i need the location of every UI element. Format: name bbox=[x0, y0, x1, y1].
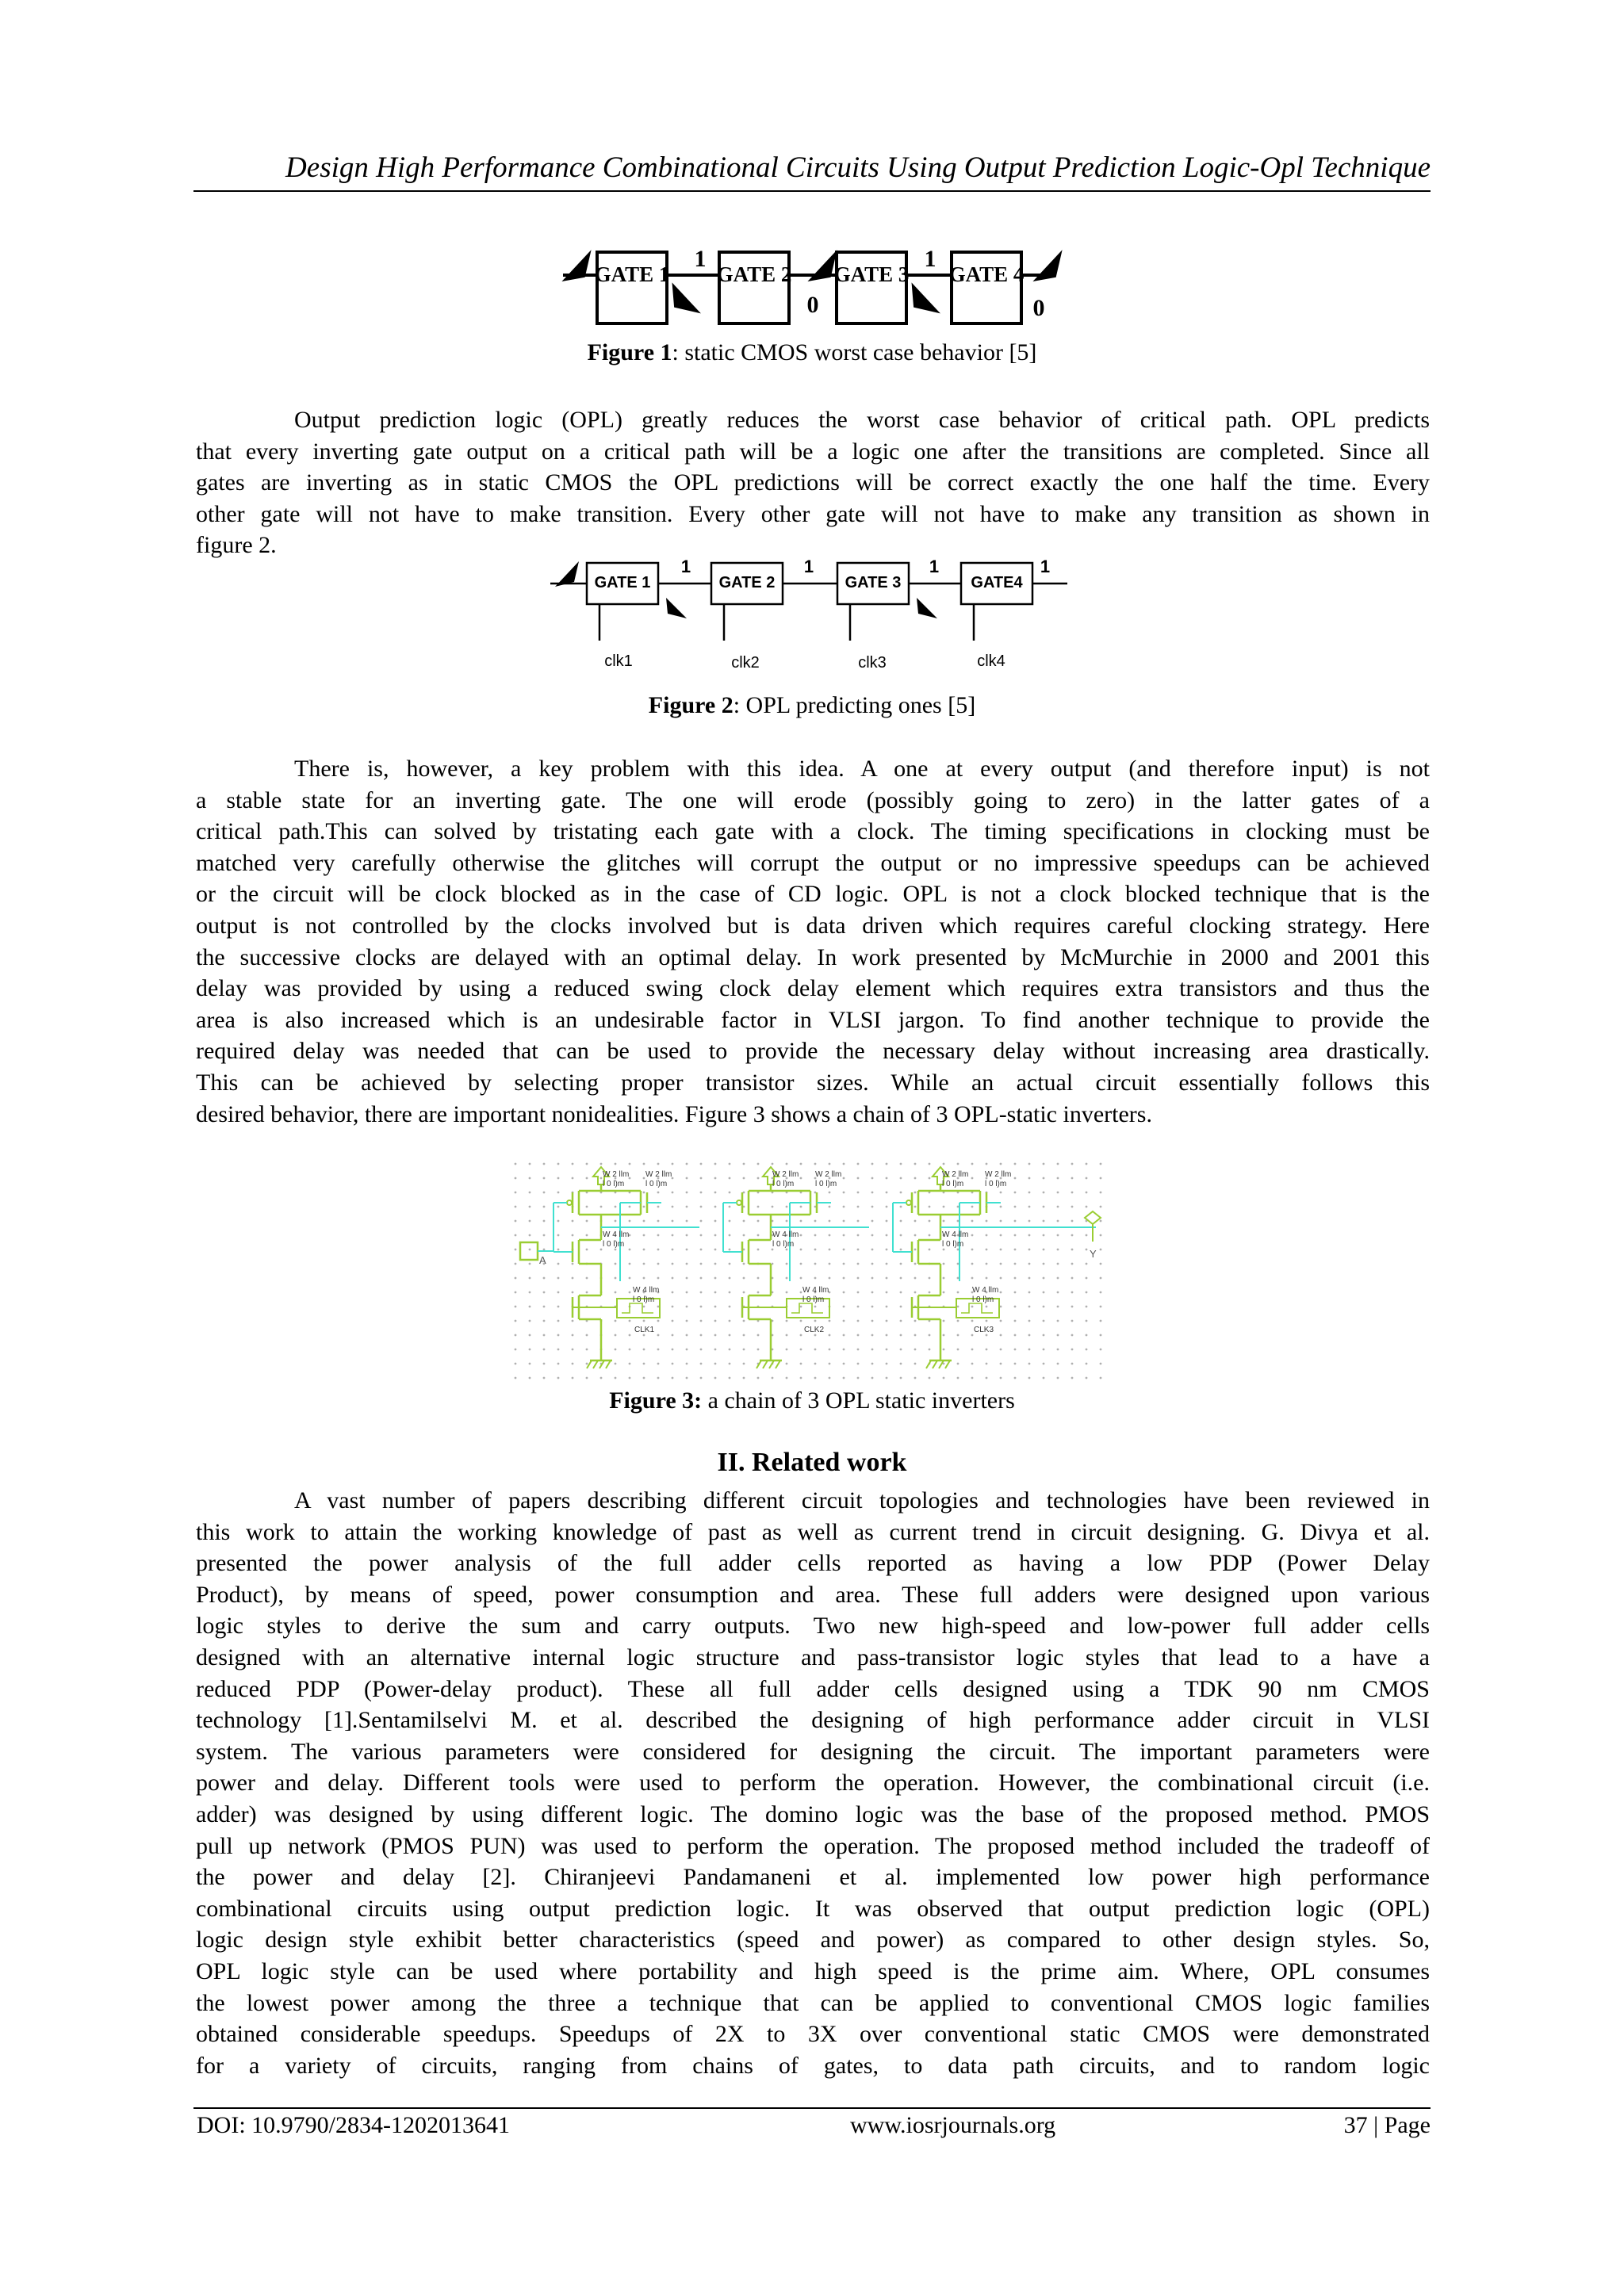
running-header: Design High Performance Combinational Circuits Using Output Prediction Logic-Opl Technique bbox=[285, 151, 1431, 184]
figure-3-size-label: W 2 llm bbox=[772, 1170, 799, 1179]
figure-3-source-label: CLK3 bbox=[974, 1326, 994, 1334]
figure-2-gate-label: GATE 1 bbox=[594, 574, 651, 591]
text-line: the power and delay [2]. Chiranjeevi Pandamaneni et al. implemented low power high performance bbox=[196, 1864, 1430, 1891]
header-rule bbox=[193, 190, 1431, 192]
text-line: a stable state for an inverting gate. The one will erode (possibly going to zero) in the latter gates of a bbox=[196, 786, 1430, 813]
figure-1-wire-value: 0 bbox=[806, 292, 819, 318]
figure-3-size-label: l 0 l)m bbox=[603, 1240, 625, 1249]
text-line: that every inverting gate output on a critical path will be a logic one after the transitions are completed. Since all bbox=[196, 438, 1430, 465]
figure-3-size-label: l 0 l)m bbox=[633, 1295, 655, 1304]
figure-2-wire-value: 1 bbox=[1040, 557, 1051, 576]
paragraph-related-work bbox=[196, 1485, 1430, 2081]
text-line: figure 2. bbox=[196, 532, 277, 559]
figure-3-size-label: l 0 l)m bbox=[942, 1240, 964, 1249]
figure-1-caption bbox=[0, 339, 1624, 366]
figure-3-size-label: l 0 l)m bbox=[815, 1180, 837, 1188]
figure-3-input-label: A bbox=[539, 1254, 546, 1266]
text-line: presented the power analysis of the full adder cells reported as having a low PDP (Power Delay bbox=[196, 1550, 1430, 1577]
figure-2-wire-value: 1 bbox=[680, 557, 691, 576]
text-line: the lowest power among the three a technique that can be applied to conventional CMOS logic families bbox=[196, 1989, 1430, 2016]
figure-1-caption-label: Figure 1 bbox=[587, 339, 672, 365]
figure-3-size-label: l 0 l)m bbox=[772, 1180, 795, 1188]
text-line: or the circuit will be clock blocked as in the case of CD logic. OPL is not a clock blocked technique that is the bbox=[196, 881, 1430, 908]
figure-2-wire-value: 1 bbox=[929, 557, 940, 576]
figure-3-size-label: W 4 llm bbox=[633, 1286, 660, 1295]
figure-3-source-label: CLK1 bbox=[634, 1326, 655, 1334]
paragraph-opl-problem bbox=[196, 753, 1430, 1130]
text-line: critical path.This can solved by tristating each gate with a clock. The timing specifications in clocking must be bbox=[196, 818, 1430, 845]
figure-1-diagram bbox=[555, 238, 1071, 333]
text-line: system. The various parameters were considered for designing the circuit. The important parameters were bbox=[196, 1738, 1430, 1765]
text-line: obtained considerable speedups. Speedups of 2X to 3X over conventional static CMOS were demonstrated bbox=[196, 2021, 1430, 2048]
figure-2-gate-label: GATE 3 bbox=[845, 574, 902, 591]
figure-3-source-label: CLK2 bbox=[804, 1326, 825, 1334]
figure-3-caption-label: Figure 3: bbox=[609, 1387, 703, 1414]
text-line: pull up network (PMOS PUN) was used to perform the operation. The proposed method included the tradeoff of bbox=[196, 1832, 1430, 1859]
text-line: A vast number of papers describing different circuit topologies and technologies have been reviewed in bbox=[294, 1487, 1430, 1513]
figure-2-caption-text: : OPL predicting ones [5] bbox=[733, 692, 976, 718]
text-line: for a variety of circuits, ranging from chains of gates, to data path circuits, and to random logic bbox=[196, 2052, 1430, 2079]
figure-2-gate-label: GATE 2 bbox=[718, 574, 776, 591]
text-line: the successive clocks are delayed with an optimal delay. In work presented by McMurchie in 2000 and 2001 this bbox=[196, 943, 1430, 970]
text-line: logic design style exhibit better characteristics (speed and power) as compared to other design styles. So, bbox=[196, 1927, 1430, 1954]
text-line: Output prediction logic (OPL) greatly reduces the worst case behavior of critical path. OPL predicts bbox=[294, 407, 1430, 433]
text-line: combinational circuits using output prediction logic. It was observed that output prediction logic (OPL) bbox=[196, 1895, 1430, 1922]
section-heading-related-work: II. Related work bbox=[717, 1448, 907, 1477]
figure-1-gate-label: GATE 1 bbox=[594, 262, 670, 286]
figure-3-size-label: l 0 l)m bbox=[942, 1180, 964, 1188]
text-line: desired behavior, there are important nonidealities. Figure 3 shows a chain of 3 OPL-static inverters. bbox=[196, 1100, 1152, 1127]
text-line: this work to attain the working knowledge of past as well as current trend in circuit designing. G. Divya et al. bbox=[196, 1518, 1430, 1545]
figure-3-size-label: W 4 llm bbox=[772, 1230, 799, 1239]
figure-3-size-label: l 0 l)m bbox=[972, 1295, 994, 1304]
figure-3-caption-text: a chain of 3 OPL static inverters bbox=[702, 1387, 1015, 1414]
figure-1-wire-value: 0 bbox=[1032, 295, 1045, 321]
figure-2-clock-label: clk2 bbox=[731, 654, 760, 672]
paragraph-opl-intro bbox=[196, 404, 1430, 561]
figure-3-size-label: W 2 llm bbox=[985, 1170, 1012, 1179]
text-line: There is, however, a key problem with this idea. A one at every output (and therefore input) is not bbox=[294, 756, 1430, 782]
figure-3-size-label: W 2 llm bbox=[942, 1170, 969, 1179]
figure-1-gate-label: GATE 4 bbox=[948, 262, 1025, 286]
text-line: OPL logic style can be used where portability and high speed is the prime aim. Where, OPL consumes bbox=[196, 1957, 1430, 1984]
figure-2-caption bbox=[0, 692, 1624, 719]
text-line: gates are inverting as in static CMOS the OPL predictions will be correct exactly the one half the time. Every bbox=[196, 469, 1430, 496]
footer-rule bbox=[193, 2107, 1431, 2109]
figure-3-output-label: Y bbox=[1090, 1248, 1097, 1260]
figure-3-size-label: W 4 llm bbox=[802, 1286, 829, 1295]
text-line: Product), by means of speed, power consumption and area. These full adders were designed upon various bbox=[196, 1581, 1430, 1608]
text-line: delay was provided by using a reduced swing clock delay element which requires extra transistors and thus the bbox=[196, 975, 1430, 1002]
text-line: adder) was designed by using different logic. The domino logic was the base of the proposed method. PMOS bbox=[196, 1800, 1430, 1827]
figure-3-size-label: l 0 l)m bbox=[645, 1180, 668, 1188]
figure-2-clock-label: clk1 bbox=[604, 652, 633, 670]
figure-1-gate-label: GATE 2 bbox=[716, 262, 792, 286]
figure-3-size-label: l 0 l)m bbox=[603, 1180, 625, 1188]
figure-1-gate-label: GATE 3 bbox=[833, 262, 910, 286]
figure-3-size-label: W 2 llm bbox=[645, 1170, 672, 1179]
figure-3-size-label: W 2 llm bbox=[603, 1170, 630, 1179]
text-line: logic styles to derive the sum and carry outputs. Two new high-speed and low-power full adder cells bbox=[196, 1613, 1430, 1640]
text-line: reduced PDP (Power-delay product). These all full adder cells designed using a TDK 90 nm CMOS bbox=[196, 1675, 1430, 1702]
figure-1-wire-value: 1 bbox=[694, 246, 707, 272]
figure-3-size-label: l 0 l)m bbox=[802, 1295, 825, 1304]
text-line: designed with an alternative internal logic structure and pass-transistor logic styles that lead to a have a bbox=[196, 1644, 1430, 1670]
figure-2-clock-label: clk3 bbox=[858, 654, 887, 672]
figure-1-wire-value: 1 bbox=[924, 246, 936, 272]
text-line: technology [1].Sentamilselvi M. et al. described the designing of high performance adder circuit in VLSI bbox=[196, 1707, 1430, 1734]
text-line: matched very carefully otherwise the glitches will corrupt the output or no impressive speedups can be achieved bbox=[196, 849, 1430, 876]
page-footer bbox=[193, 2112, 1431, 2144]
figure-2-gate-label: GATE4 bbox=[971, 574, 1023, 591]
figure-1-caption-text: : static CMOS worst case behavior [5] bbox=[672, 339, 1037, 365]
figure-2-clock-label: clk4 bbox=[977, 652, 1005, 670]
footer-page-number: 37 | Page bbox=[1343, 2112, 1431, 2138]
figure-3-caption bbox=[0, 1387, 1624, 1414]
figure-2-diagram bbox=[547, 555, 1071, 674]
footer-doi: DOI: 10.9790/2834-1202013641 bbox=[197, 2112, 510, 2138]
figure-3-size-label: W 4 llm bbox=[603, 1230, 630, 1239]
footer-website-link[interactable]: www.iosrjournals.org bbox=[850, 2112, 1056, 2138]
text-line: This can be achieved by selecting proper transistor sizes. While an actual circuit essentially follows this bbox=[196, 1069, 1430, 1096]
text-line: area is also increased which is an undesirable factor in VLSI jargon. To find another technique to provide the bbox=[196, 1006, 1430, 1033]
text-line: output is not controlled by the clocks involved but is data driven which requires careful clocking strategy. Here bbox=[196, 912, 1430, 939]
figure-3-size-label: l 0 l)m bbox=[772, 1240, 795, 1249]
figure-3-size-label: W 2 llm bbox=[815, 1170, 842, 1179]
figure-2-wire-value: 1 bbox=[803, 557, 814, 576]
text-line: other gate will not have to make transition. Every other gate will not have to make any transition as shown in bbox=[196, 500, 1430, 527]
text-line: power and delay. Different tools were used to perform the operation. However, the combinational circuit (i.e. bbox=[196, 1770, 1430, 1797]
figure-3-size-label: W 4 llm bbox=[942, 1230, 969, 1239]
figure-3-schematic bbox=[514, 1162, 1109, 1388]
figure-3-size-label: l 0 l)m bbox=[985, 1180, 1007, 1188]
figure-3-size-label: W 4 llm bbox=[972, 1286, 999, 1295]
text-line: required delay was needed that can be used to provide the necessary delay without increasing area drastically. bbox=[196, 1038, 1430, 1065]
figure-2-caption-label: Figure 2 bbox=[648, 692, 733, 718]
